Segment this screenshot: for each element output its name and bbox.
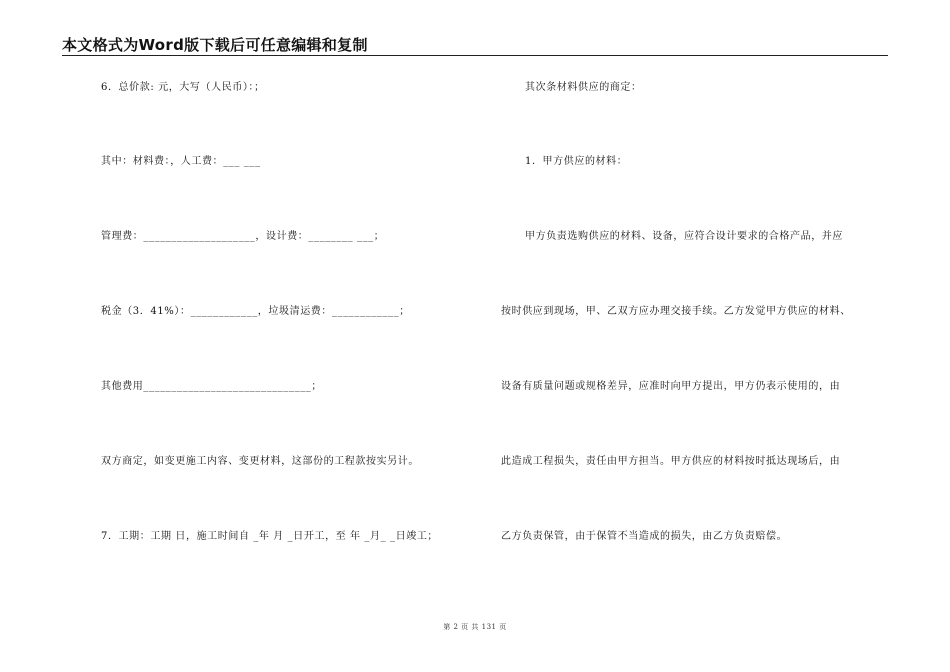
- header-divider: [62, 55, 888, 56]
- left-line-change-agreement: 双方商定，如变更施工内容、变更材料，这部份的工程款按实另计。: [101, 456, 419, 467]
- right-line-paragraph-3: 设备有质量问题或规格差异，应准时向甲方提出，甲方仍表示使用的，由: [501, 381, 841, 392]
- left-line-tax-cleanup: 税金（3．41%）：____________，垃圾清运费：____________；: [101, 306, 410, 317]
- left-line-material-labor: 其中：材料费：，人工费：___ ___: [101, 156, 261, 167]
- right-line-paragraph-5: 乙方负责保管，由于保管不当造成的损失，由乙方负责赔偿。: [501, 531, 788, 542]
- left-line-total-price: 6．总价款: 元，大写（人民币）：；: [101, 82, 265, 93]
- page-number-footer: 第 2 页 共 131 页: [443, 623, 507, 631]
- left-line-management-design: 管理费：____________________，设计费：________ ___；: [101, 231, 385, 242]
- right-line-paragraph-4: 此造成工程损失，责任由甲方担当。甲方供应的材料按时抵达现场后，由: [501, 456, 841, 467]
- right-line-paragraph-2: 按时供应到现场，甲、乙双方应办理交接手续。乙方发觉甲方供应的材料、: [501, 306, 851, 317]
- left-line-other-fees: 其他费用______________________________；: [101, 381, 322, 392]
- right-line-paragraph-1: 甲方负责选购供应的材料、设备，应符合设计要求的合格产品，并应: [525, 231, 843, 242]
- right-line-material-supply-title: 其次条材料供应的商定：: [525, 82, 642, 93]
- document-header-title: 本文格式为Word版下载后可任意编辑和复制: [62, 36, 368, 54]
- left-line-construction-period: 7．工期：工期 日，施工时间自 _年 月 _日开工，至 年 _月_ _日竣工；: [101, 531, 439, 542]
- right-line-party-a-materials: 1．甲方供应的材料：: [525, 156, 628, 167]
